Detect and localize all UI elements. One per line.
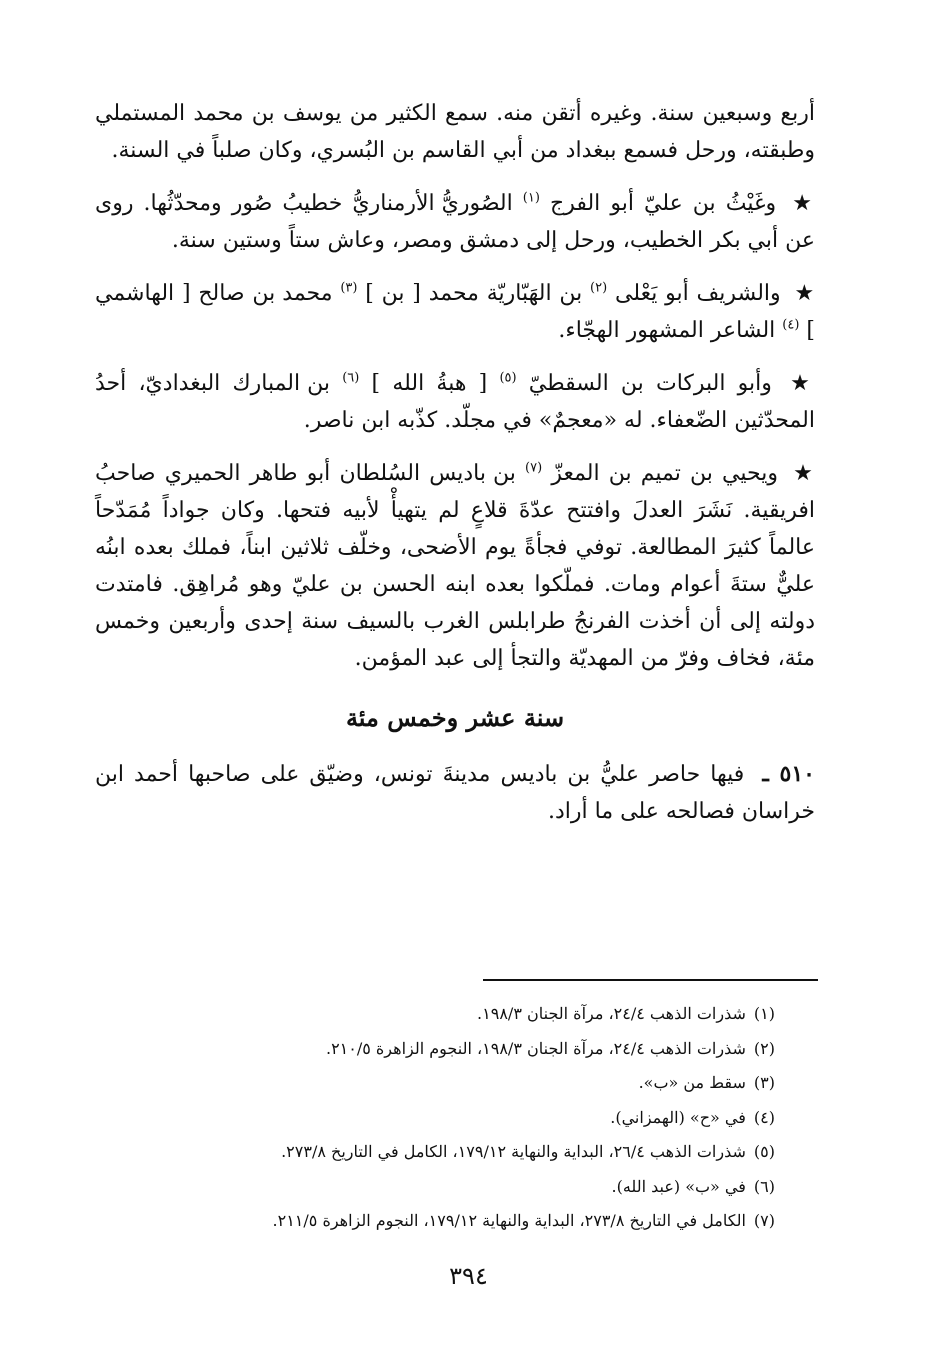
- entry-abu-barakat: [95, 365, 815, 439]
- footnote-mark: (٤): [782, 317, 800, 333]
- footnote: [120, 1032, 775, 1067]
- footnote-number: (٣): [753, 1073, 775, 1092]
- entry-text: بن باديس السُلطان أبو طاهر الحميري صاحبُ افريقية. نَشَرَ العدلَ وافتتح عدّةَ قلاعٍ لم يتهيأْ لأبيه فتحها. وكان جواداً مُمَدّحاً عالماً كثيرَ المطالعة. توفي فجأةً يوم الأضحى، وخلّف ثلاثين ابناً، فملك بعده ابنُه عليٌّ ستةَ أعوام ومات. فملّكوا بعده ابنه الحسن بن عليّ وهو مُراهِق. فامتدت دولته إلى أن أخذت الفرنجُ طرابلس الغرب بالسيف سنة إحدى وأربعين وخمس مئة، فخاف وفرّ من المهديّة والتجأ إلى عبد المؤمن.: [95, 461, 815, 671]
- year-heading: سنة عشر وخمس مئة: [345, 703, 565, 732]
- entry-text: وأبو البركات بن السقطيّ: [528, 371, 772, 396]
- footnote: [120, 1101, 775, 1136]
- entry-text: ويحيي بن تميم بن المعزّ: [551, 461, 778, 486]
- entry-510: [95, 756, 815, 830]
- entry-text: بن الهَبّاريّة محمد [ بن ]: [365, 281, 583, 306]
- footnote-number: (٢): [753, 1038, 775, 1058]
- footnote-mark: (٧): [525, 460, 543, 476]
- footnote-text: الكامل في التاريخ ٢٧٣/٨، البداية والنهاية ١٧٩/١٢، النجوم الزاهرة ٢١١/٥.: [272, 1211, 746, 1230]
- entry-text: والشريف أبو يَعْلى: [614, 281, 781, 306]
- star-marker: ★: [793, 461, 816, 486]
- footnotes: [120, 997, 775, 1239]
- footnote-mark: (٢): [590, 280, 608, 296]
- page-number: ٣٩٤: [449, 1262, 488, 1290]
- intro-paragraph: أربع وسبعين سنة. وغيره أتقن منه. سمع الكثير من يوسف بن محمد المستملي وطبقته، ورحل فسمع ببغداد من أبي القاسم بن البُسري، وكان صلباً في السنة.: [95, 101, 815, 163]
- entry-text: [ هبةُ الله ]: [371, 371, 488, 396]
- entry-text: الصُوريُّ الأرمناريُّ خطيبُ صُور ومحدّثُها. روى عن أبي بكر الخطيب، ورحل إلى دمشق ومصر، وعاش ستاً وستين سنة.: [95, 191, 815, 253]
- footnote: [120, 1204, 775, 1239]
- footnote-number: (٤): [753, 1107, 775, 1127]
- star-marker: ★: [792, 191, 815, 216]
- footnote: [120, 1170, 775, 1205]
- star-marker: ★: [790, 371, 816, 396]
- entry-ghayth: [95, 185, 815, 259]
- footnote-text: شذرات الذهب ٢٤/٤، مرآة الجنان ١٩٨/٣.: [477, 1004, 746, 1023]
- footnote-number: (١): [753, 1004, 775, 1023]
- footnote-text: في «ب» (عبد الله).: [611, 1176, 746, 1196]
- entry-text: الشاعر المشهور الهجّاء.: [558, 318, 776, 343]
- star-marker: ★: [794, 281, 815, 306]
- footnote-divider: [483, 979, 818, 981]
- footnote: [120, 997, 775, 1032]
- footnote: [120, 1135, 775, 1170]
- footnote: [120, 1066, 775, 1101]
- footnote-text: سقط من «ب».: [638, 1073, 746, 1092]
- footnote-number: (٧): [753, 1211, 775, 1230]
- footnote-text: في «ح» (الهمزاني).: [610, 1107, 746, 1127]
- footnote-text: شذرات الذهب ٢٦/٤، البداية والنهاية ١٧٩/١٢، الكامل في التاريخ ٢٧٣/٨.: [281, 1142, 746, 1161]
- footnote-number: (٥): [753, 1142, 775, 1161]
- footnote-mark: (٦): [342, 370, 360, 386]
- entry-text: وغَيْثُ بن عليّ أبو الفرج: [550, 191, 777, 216]
- main-text: [95, 95, 815, 846]
- entry-abu-yala: [95, 275, 815, 349]
- footnote-mark: (١): [522, 190, 540, 206]
- entry-yahya: [95, 455, 815, 677]
- footnote-number: (٦): [753, 1176, 775, 1196]
- entry-text: محمد بن صالح [ الهاشمي ]: [95, 281, 815, 343]
- entry-text: فيها حاصر عليُّ بن باديس مدينةَ تونس، وضيّق على صاحبها أحمد ابن خراسان فصالحه على ما أراد.: [95, 762, 815, 824]
- entry-number: ٥١٠ ـ: [762, 761, 815, 787]
- footnote-text: شذرات الذهب ٢٤/٤، مرآة الجنان ١٩٨/٣، النجوم الزاهرة ٢١٠/٥.: [325, 1038, 746, 1058]
- footnote-mark: (٣): [340, 280, 358, 296]
- entry-text: بن المبارك البغداديّ، أحدُ المحدّثين الضّعفاء. له «معجمٌ» في مجلّد. كذّبه ابن ناصر.: [95, 371, 815, 433]
- footnote-mark: (٥): [499, 370, 517, 386]
